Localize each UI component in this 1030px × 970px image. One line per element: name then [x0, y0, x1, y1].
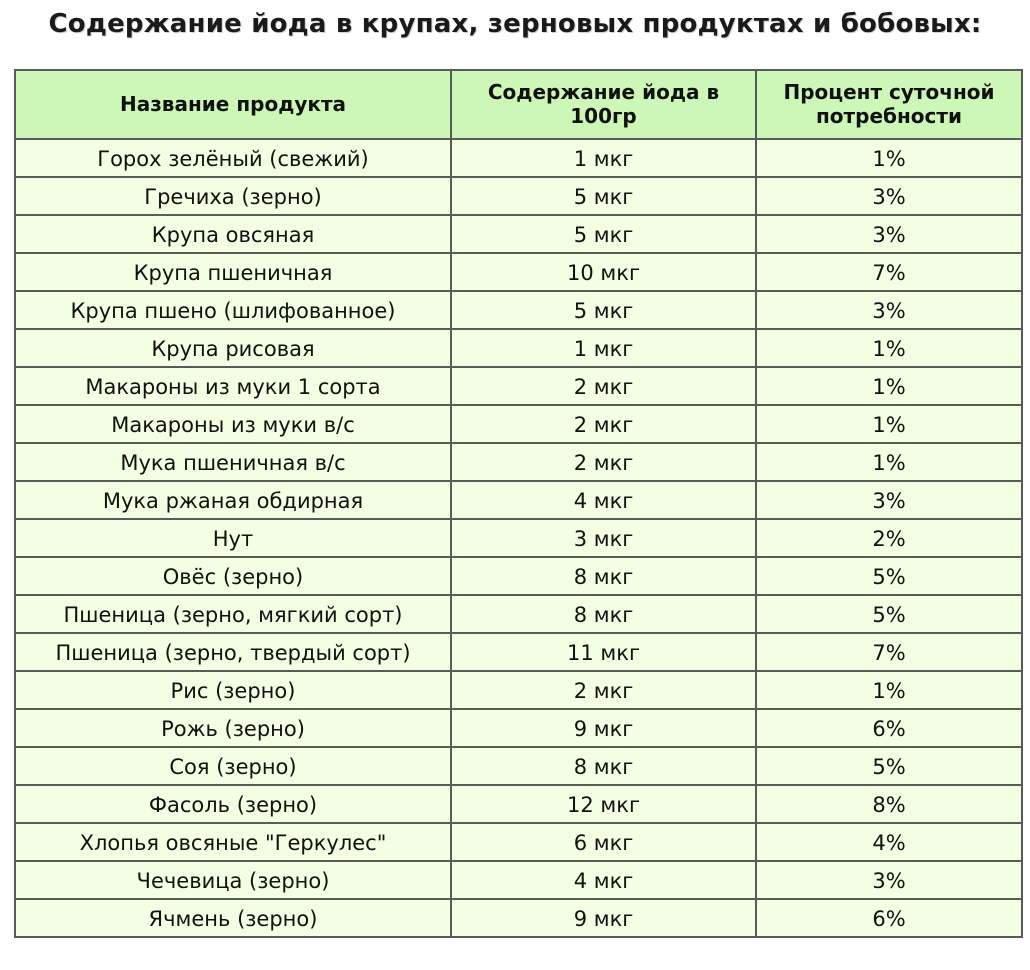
- iodine-amount-cell: 4 мкг: [451, 481, 756, 519]
- page-title: Содержание йода в крупах, зерновых продуктах и бобовых:: [48, 9, 982, 39]
- daily-percent-cell: 1%: [756, 443, 1022, 481]
- daily-percent-cell: 5%: [756, 747, 1022, 785]
- iodine-amount-cell: 2 мкг: [451, 367, 756, 405]
- daily-percent-cell: 6%: [756, 709, 1022, 747]
- table-header-row: [15, 70, 1022, 139]
- daily-percent-cell: 3%: [756, 291, 1022, 329]
- iodine-amount-cell: 2 мкг: [451, 405, 756, 443]
- product-name-cell: Рис (зерно): [15, 671, 451, 709]
- product-name-cell: Крупа пшено (шлифованное): [15, 291, 451, 329]
- table-row: [15, 785, 1022, 823]
- product-name-cell: Хлопья овсяные "Геркулес": [15, 823, 451, 861]
- product-name-cell: Гречиха (зерно): [15, 177, 451, 215]
- daily-percent-cell: 8%: [756, 785, 1022, 823]
- table-row: [15, 443, 1022, 481]
- table-row: [15, 861, 1022, 899]
- product-name-cell: Пшеница (зерно, твердый сорт): [15, 633, 451, 671]
- column-header-product-name: Название продукта: [15, 70, 451, 139]
- table-row: [15, 177, 1022, 215]
- daily-percent-cell: 3%: [756, 481, 1022, 519]
- iodine-amount-cell: 11 мкг: [451, 633, 756, 671]
- iodine-amount-cell: 5 мкг: [451, 215, 756, 253]
- table-body: [15, 139, 1022, 937]
- daily-percent-cell: 7%: [756, 633, 1022, 671]
- product-name-cell: Соя (зерно): [15, 747, 451, 785]
- product-name-cell: Чечевица (зерно): [15, 861, 451, 899]
- daily-percent-cell: 1%: [756, 139, 1022, 177]
- daily-percent-cell: 5%: [756, 557, 1022, 595]
- product-name-cell: Макароны из муки 1 сорта: [15, 367, 451, 405]
- iodine-amount-cell: 6 мкг: [451, 823, 756, 861]
- daily-percent-cell: 1%: [756, 405, 1022, 443]
- product-name-cell: Крупа пшеничная: [15, 253, 451, 291]
- product-name-cell: Пшеница (зерно, мягкий сорт): [15, 595, 451, 633]
- iodine-amount-cell: 3 мкг: [451, 519, 756, 557]
- product-name-cell: Нут: [15, 519, 451, 557]
- iodine-amount-cell: 2 мкг: [451, 671, 756, 709]
- daily-percent-cell: 1%: [756, 671, 1022, 709]
- iodine-amount-cell: 2 мкг: [451, 443, 756, 481]
- product-name-cell: Мука пшеничная в/с: [15, 443, 451, 481]
- table-row: [15, 633, 1022, 671]
- product-name-cell: Фасоль (зерно): [15, 785, 451, 823]
- table-row: [15, 747, 1022, 785]
- table-row: [15, 329, 1022, 367]
- product-name-cell: Макароны из муки в/с: [15, 405, 451, 443]
- column-header-iodine-content: Содержание йода в 100гр: [451, 70, 756, 139]
- daily-percent-cell: 1%: [756, 329, 1022, 367]
- iodine-amount-cell: 9 мкг: [451, 709, 756, 747]
- product-name-cell: Крупа овсяная: [15, 215, 451, 253]
- table-row: [15, 405, 1022, 443]
- table-row: [15, 215, 1022, 253]
- table-row: [15, 823, 1022, 861]
- iodine-amount-cell: 9 мкг: [451, 899, 756, 937]
- daily-percent-cell: 4%: [756, 823, 1022, 861]
- table-row: [15, 291, 1022, 329]
- product-name-cell: Овёс (зерно): [15, 557, 451, 595]
- daily-percent-cell: 3%: [756, 861, 1022, 899]
- iodine-amount-cell: 5 мкг: [451, 291, 756, 329]
- daily-percent-cell: 6%: [756, 899, 1022, 937]
- iodine-amount-cell: 12 мкг: [451, 785, 756, 823]
- product-name-cell: Рожь (зерно): [15, 709, 451, 747]
- iodine-amount-cell: 10 мкг: [451, 253, 756, 291]
- product-name-cell: Ячмень (зерно): [15, 899, 451, 937]
- table-row: [15, 519, 1022, 557]
- daily-percent-cell: 2%: [756, 519, 1022, 557]
- iodine-content-table: [14, 69, 1023, 938]
- iodine-amount-cell: 1 мкг: [451, 139, 756, 177]
- table-row: [15, 671, 1022, 709]
- column-header-daily-percent: Процент суточной потребности: [756, 70, 1022, 139]
- daily-percent-cell: 7%: [756, 253, 1022, 291]
- table-row: [15, 709, 1022, 747]
- table-row: [15, 481, 1022, 519]
- daily-percent-cell: 5%: [756, 595, 1022, 633]
- daily-percent-cell: 1%: [756, 367, 1022, 405]
- iodine-amount-cell: 8 мкг: [451, 747, 756, 785]
- iodine-amount-cell: 8 мкг: [451, 595, 756, 633]
- iodine-amount-cell: 5 мкг: [451, 177, 756, 215]
- iodine-amount-cell: 8 мкг: [451, 557, 756, 595]
- iodine-amount-cell: 4 мкг: [451, 861, 756, 899]
- iodine-amount-cell: 1 мкг: [451, 329, 756, 367]
- table-row: [15, 557, 1022, 595]
- daily-percent-cell: 3%: [756, 215, 1022, 253]
- daily-percent-cell: 3%: [756, 177, 1022, 215]
- table-row: [15, 899, 1022, 937]
- product-name-cell: Крупа рисовая: [15, 329, 451, 367]
- product-name-cell: Горох зелёный (свежий): [15, 139, 451, 177]
- table-row: [15, 367, 1022, 405]
- product-name-cell: Мука ржаная обдирная: [15, 481, 451, 519]
- table-row: [15, 253, 1022, 291]
- table-row: [15, 139, 1022, 177]
- table-row: [15, 595, 1022, 633]
